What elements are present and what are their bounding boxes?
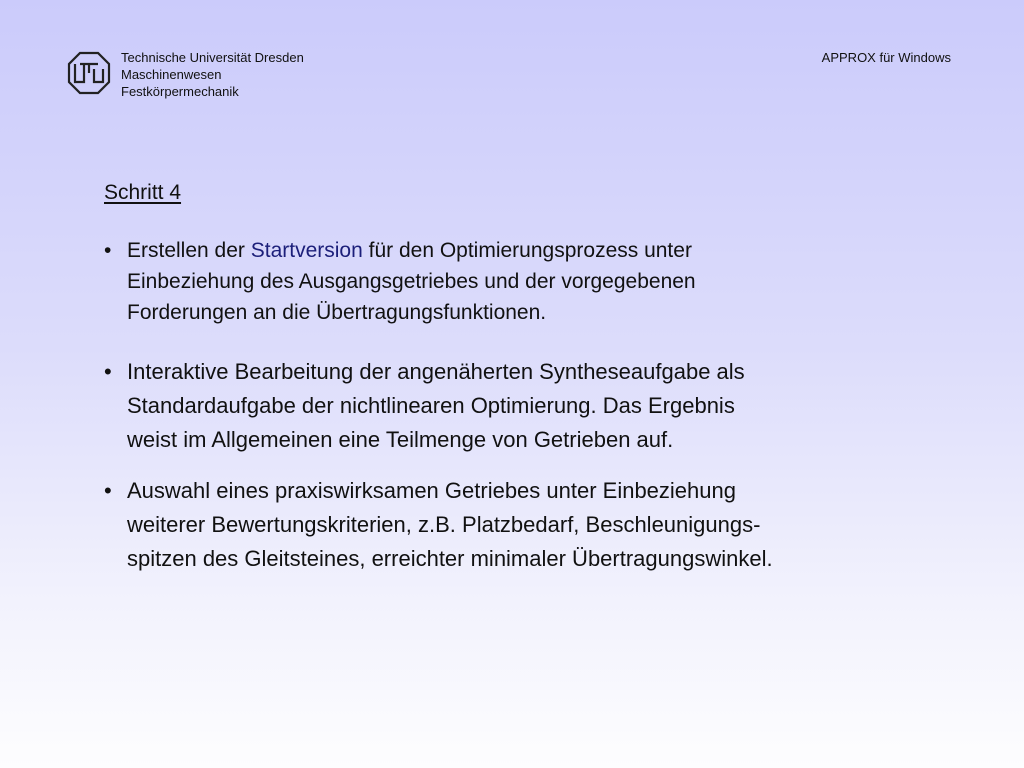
bullet-line: Standardaufgabe der nichtlinearen Optimierung. Das Ergebnis xyxy=(127,393,735,418)
bullet-item-3 xyxy=(104,474,773,576)
university-name: Technische Universität Dresden xyxy=(121,50,304,65)
bullet-icon: • xyxy=(104,239,112,262)
bullet-line: weiterer Bewertungskriterien, z.B. Platzbedarf, Beschleunigungs- xyxy=(127,512,761,537)
tu-dresden-logo-icon xyxy=(67,51,111,95)
bullet-icon: • xyxy=(104,359,112,384)
bullet-item-1 xyxy=(104,235,696,328)
bullet-line: Auswahl eines praxiswirksamen Getriebes unter Einbeziehung xyxy=(127,478,736,503)
step-title: Schritt 4 xyxy=(104,181,182,204)
bullet-item-2 xyxy=(104,355,745,457)
bullet-line: Forderungen an die Übertragungsfunktionen. xyxy=(127,301,547,324)
bullet-line: Einbeziehung des Ausgangsgetriebes und der vorgegebenen xyxy=(127,270,696,293)
bullet-line: Interaktive Bearbeitung der angenäherten Syntheseaufgabe als xyxy=(127,359,745,384)
bullet-line: spitzen des Gleitsteines, erreichter minimaler Übertragungswinkel. xyxy=(127,546,773,571)
app-title: APPROX für Windows xyxy=(821,50,951,65)
department-name: Festkörpermechanik xyxy=(121,84,239,99)
faculty-name: Maschinenwesen xyxy=(121,67,222,82)
bullet-line: weist im Allgemeinen eine Teilmenge von Getrieben auf. xyxy=(127,427,674,452)
institution-block xyxy=(121,49,304,100)
highlighted-term: Startversion xyxy=(250,239,363,262)
bullet-icon: • xyxy=(104,478,112,503)
bullet-line: Erstellen der Startversion für den Optimierungsprozess unter xyxy=(127,239,692,262)
